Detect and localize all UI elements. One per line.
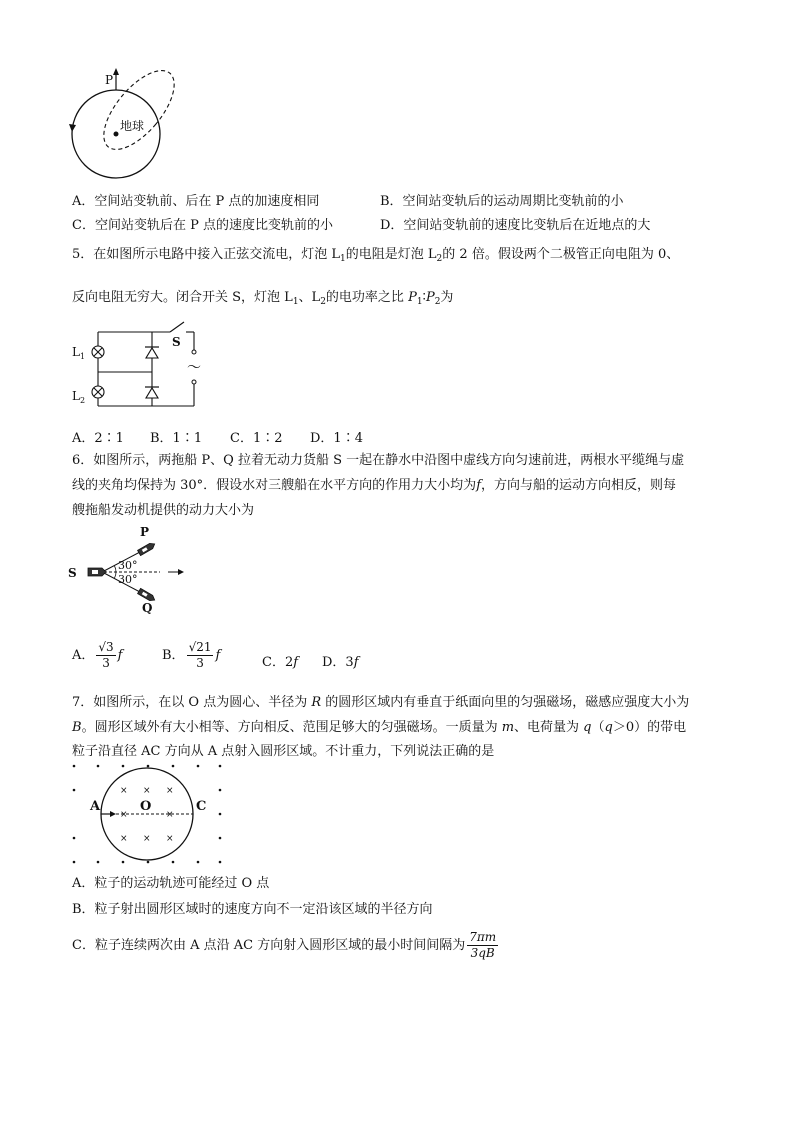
- magnetic-field-figure: [68, 762, 228, 870]
- q7-stem-line1: 7．如图所示，在以 O 点为圆心、半径为 R 的圆形区域内有垂直于纸面向里的匀强磁场，磁感应强度大小为: [72, 695, 690, 710]
- q7-stem-line3: 粒子沿直径 AC 方向从 A 点射入圆形区域。不计重力，下列说法正确的是: [72, 744, 495, 759]
- svg-text:×: ×: [143, 786, 151, 796]
- svg-text:×: ×: [120, 810, 128, 820]
- label-p: P: [105, 73, 114, 87]
- q6-stem-line3: 艘拖船发动机提供的动力大小为: [72, 503, 255, 518]
- lamp-l2-icon: [92, 386, 104, 398]
- q6-option-d[interactable]: D．3f: [322, 655, 359, 670]
- ac-source-icon: ～: [187, 360, 201, 376]
- velocity-arrowhead: [113, 68, 119, 75]
- q5-option-d[interactable]: D．1∶4: [310, 431, 363, 446]
- q6-stem-line1: 6．如图所示，两拖船 P、Q 拉着无动力货船 S 一起在静水中沿图中虚线方向匀速前进，两根水平缆绳与虚: [72, 453, 685, 468]
- q5-option-a[interactable]: A．2∶1: [72, 431, 124, 446]
- q7-stem-line2: B。圆形区域外有大小相等、方向相反、范围足够大的匀强磁场。一质量为 m、电荷量为 q（q＞0）的带电: [72, 720, 687, 735]
- svg-text:×: ×: [120, 834, 128, 844]
- q4-option-b[interactable]: B．空间站变轨后的运动周期比变轨前的小: [380, 194, 624, 209]
- q5-option-b[interactable]: B．1∶1: [150, 431, 203, 446]
- tug-p-icon: [138, 541, 157, 555]
- terminal-top: [192, 350, 196, 354]
- q5-option-c[interactable]: C．1∶2: [230, 431, 283, 446]
- q6-option-a[interactable]: A． $\frac{√3}{3}$ f: [72, 640, 123, 670]
- earth-dot: [114, 132, 119, 137]
- tugboat-figure: [66, 524, 196, 616]
- q5-stem-line1: 5．在如图所示电路中接入正弦交流电，灯泡 $L_1$的电阻是灯泡 $L_2$的 2 倍。假设两个二极管正向电阻为 0、: [72, 247, 680, 264]
- label-o: O: [140, 799, 152, 814]
- label-ship-s: S: [68, 566, 77, 580]
- terminal-bottom: [192, 380, 196, 384]
- q7-option-a[interactable]: A．粒子的运动轨迹可能经过 O 点: [72, 876, 270, 891]
- q4-option-c[interactable]: C．空间站变轨后在 P 点的速度比变轨前的小: [72, 218, 333, 233]
- label-tug-p: P: [140, 525, 150, 539]
- svg-text:×: ×: [120, 786, 128, 796]
- orbit-direction-arrowhead: [69, 124, 76, 132]
- label-l2: $L_2$: [72, 389, 86, 405]
- direction-arrowhead: [178, 569, 184, 575]
- q4-option-a[interactable]: A．空间站变轨前、后在 P 点的加速度相同: [72, 194, 320, 209]
- q6-option-b[interactable]: B． $\frac{√21}{3}$ f: [162, 640, 221, 670]
- q4-option-d[interactable]: D．空间站变轨前的速度比变轨后在近地点的大: [380, 218, 651, 233]
- particle-velocity-arrowhead: [110, 811, 116, 817]
- label-c: C: [196, 799, 207, 814]
- ship-s-icon: [88, 568, 106, 576]
- lamp-l1-icon: [92, 346, 104, 358]
- label-tug-q: Q: [142, 601, 153, 615]
- orbit-figure: [64, 62, 184, 188]
- diode-upper-icon: [145, 347, 159, 358]
- svg-text:×: ×: [166, 834, 174, 844]
- q7-option-c[interactable]: C．粒子连续两次由 A 点沿 AC 方向射入圆形区域的最小时间间隔为 $\frac{7\pi m}{3qB}$: [72, 930, 497, 960]
- q7-option-b[interactable]: B．粒子射出圆形区域时的速度方向不一定沿该区域的半径方向: [72, 902, 433, 917]
- label-l1: $L_1$: [72, 345, 86, 361]
- q6-option-c[interactable]: C．2f: [262, 655, 299, 670]
- svg-text:×: ×: [166, 810, 174, 820]
- svg-text:×: ×: [143, 834, 151, 844]
- circuit-figure: [68, 320, 218, 416]
- q5-stem-line2: 反向电阻无穷大。闭合开关 S，灯泡 $L_1$、$L_2$的电功率之比 $P_1∶P_2$为: [72, 290, 454, 307]
- label-earth: 地球: [120, 119, 145, 133]
- inside-field-crosses: [120, 786, 174, 844]
- label-angle-top: 30°: [118, 559, 138, 572]
- diode-lower-icon: [145, 387, 159, 398]
- label-angle-bottom: 30°: [118, 573, 138, 586]
- svg-text:×: ×: [166, 786, 174, 796]
- label-switch: S: [172, 335, 181, 349]
- q6-stem-line2: 线的夹角均保持为 30°．假设水对三艘船在水平方向的作用力大小均为f，方向与船的运动方向相反，则每: [72, 478, 677, 493]
- label-a: A: [90, 799, 101, 814]
